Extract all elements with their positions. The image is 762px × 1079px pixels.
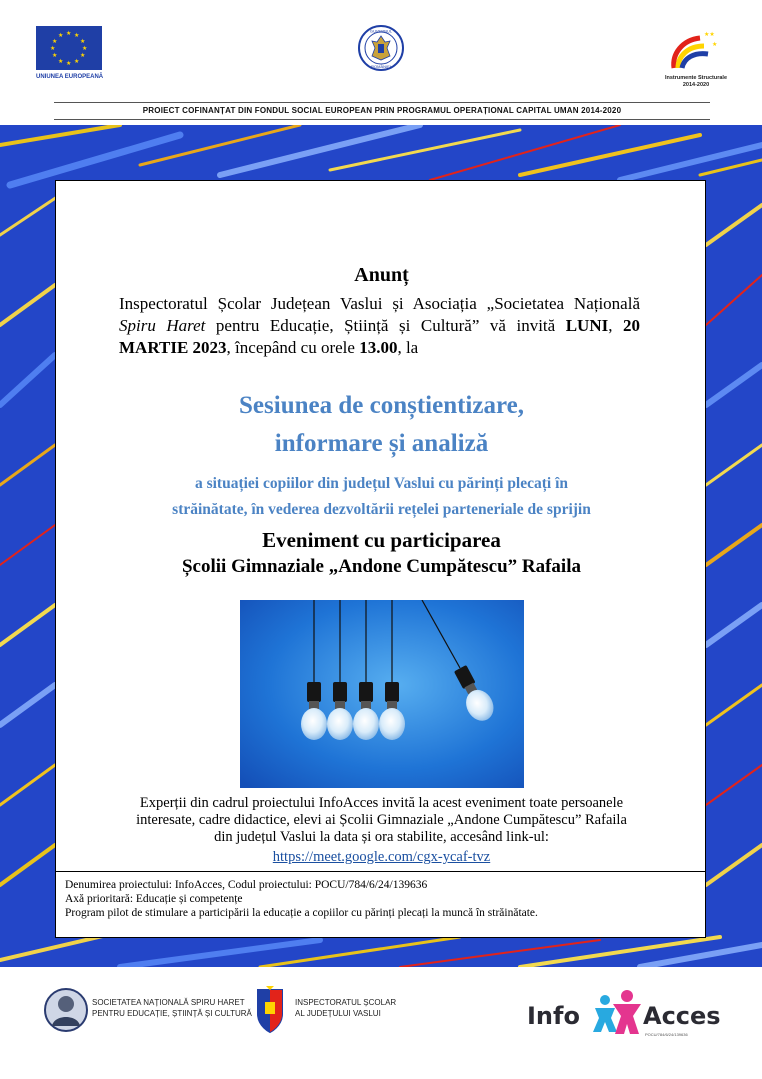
spiru-line2: PENTRU EDUCAȚIE, ȘTIINȚĂ ȘI CULTURĂ bbox=[92, 1009, 252, 1018]
isj-line1: INSPECTORATUL ȘCOLAR bbox=[295, 998, 397, 1007]
header-logos bbox=[0, 0, 762, 100]
intro-part2: pentru Educație, Știință și Cultură” vă invită bbox=[205, 316, 566, 335]
project-info-line2: Axă prioritară: Educație și competențe bbox=[65, 893, 243, 905]
structural-instruments-logo bbox=[660, 24, 732, 89]
session-subtitle-line2: străinătate, în vederea dezvoltării rețelei parteneriale de sprijin bbox=[172, 501, 591, 518]
footer-logos bbox=[0, 970, 762, 1079]
intro-part4: , la bbox=[397, 338, 419, 357]
svg-text:★: ★ bbox=[712, 41, 718, 48]
spiru-line1: SOCIETATEA NAȚIONALĂ SPIRU HARET bbox=[92, 998, 245, 1007]
infoacces-logo bbox=[525, 988, 735, 1042]
light-bulbs-image bbox=[240, 600, 524, 788]
session-title-line1: Sesiunea de conștientizare, bbox=[239, 392, 524, 419]
is-caption-line1: Instrumente Structurale bbox=[664, 75, 728, 81]
announcement-intro bbox=[119, 293, 640, 359]
spiru-haret-portrait-logo bbox=[44, 986, 88, 1034]
experts-line2: interesate, cadre didactice, elevi ai Școlii Gimnaziale „Andone Cumpătescu” Rafaila bbox=[136, 812, 627, 828]
spiru-haret-name bbox=[92, 997, 252, 1019]
announcement-title: Anunț bbox=[354, 264, 409, 286]
eu-caption: UNIUNEA EUROPEANĂ bbox=[36, 74, 104, 80]
project-info-line1: Denumirea proiectului: InfoAcces, Codul proiectului: POCU/784/6/24/139636 bbox=[65, 879, 428, 891]
session-title-line2: informare și analiză bbox=[274, 430, 489, 457]
intro-date: 20 MARTIE 2023 bbox=[119, 316, 641, 357]
event-line1: Eveniment cu participarea bbox=[262, 528, 501, 552]
intro-part3: , începând cu orele bbox=[226, 338, 360, 357]
experts-line3: din județul Vaslui la data și ora stabilite, accesând link-ul: bbox=[214, 829, 549, 845]
is-caption-line2: 2014-2020 bbox=[682, 82, 710, 88]
svg-text:★★: ★★ bbox=[704, 31, 715, 38]
isj-vaslui-crest-icon bbox=[254, 984, 286, 1036]
hanging-light-bulbs-illustration bbox=[240, 600, 524, 788]
structural-instruments-icon bbox=[660, 24, 732, 70]
meeting-link[interactable]: https://meet.google.com/cgx-ycaf-tvz bbox=[272, 849, 491, 865]
intro-day: LUNI bbox=[565, 316, 609, 335]
announcement-card bbox=[55, 180, 706, 938]
project-info-box bbox=[56, 871, 705, 937]
infoacces-right-text: Acces bbox=[643, 1002, 721, 1030]
infoacces-left-text: Info bbox=[527, 1002, 580, 1030]
event-line2: Școlii Gimnaziale „Andone Cumpătescu” Rafaila bbox=[181, 556, 581, 577]
government-of-romania-seal-icon bbox=[357, 24, 405, 72]
intro-part1: Inspectoratul Școlar Județean Vaslui și Asociația „Societatea Națională bbox=[119, 294, 640, 313]
gov-badge-line1: GUVERNUL bbox=[369, 28, 393, 34]
infoacces-people-icon bbox=[589, 988, 643, 1036]
gov-badge-line2: ROMÂNIEI bbox=[371, 64, 391, 69]
session-subtitle-line1: a situației copiilor din județul Vaslui cu părinți plecați în bbox=[194, 475, 569, 492]
eu-flag-icon: ★ ★ ★ ★ ★ ★ ★ ★ ★ ★ ★ ★ bbox=[36, 26, 102, 70]
intro-italic: Spiru Haret bbox=[119, 316, 206, 335]
experts-line1: Experții din cadrul proiectului InfoAcces invită la acest eveniment toate persoanele bbox=[139, 795, 624, 811]
infoacces-code: POCU/784/6/24/139636 bbox=[645, 1032, 688, 1037]
isj-line2: AL JUDEȚULUI VASLUI bbox=[295, 1009, 381, 1018]
intro-sep: , bbox=[608, 316, 624, 335]
eu-logo bbox=[36, 26, 104, 80]
project-info-line3: Program pilot de stimulare a participării la educație a copiilor cu părinți plecați la muncă în străinătate. bbox=[65, 907, 538, 919]
experts-invitation bbox=[96, 795, 667, 846]
project-cofinancing-line: PROIECT COFINANȚAT DIN FONDUL SOCIAL EUROPEAN PRIN PROGRAMUL OPERAȚIONAL CAPITAL UMAN 2014-2020 bbox=[54, 102, 710, 120]
intro-time: 13.00 bbox=[359, 338, 398, 357]
isj-vaslui-name bbox=[295, 997, 396, 1019]
